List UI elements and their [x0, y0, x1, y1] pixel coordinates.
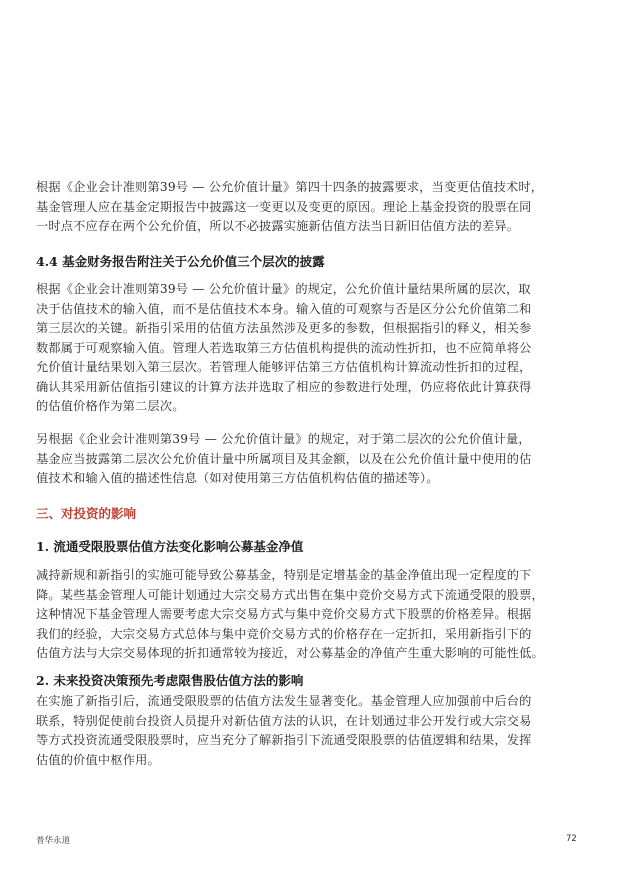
text-line: 联系，特别促使前台投资人员提升对新估值方法的认识，在计划通过非公开发行或大宗交易 — [36, 713, 532, 728]
paragraph-level-two-disclosure — [36, 430, 586, 489]
text-line: 我们的经验，大宗交易方式总体与集中竞价交易方式的价格存在一定折扣，采用新指引下的 — [36, 626, 532, 641]
text-line: 一时点不应存在两个公允价值，所以不必披露实施新估值方法当日新旧估值方法的差异。 — [36, 219, 520, 233]
heading-1-nav-impact: 1. 流通受限股票估值方法变化影响公募基金净值 — [36, 539, 304, 554]
paragraph-nav-impact — [36, 566, 586, 664]
text-line: 减持新规和新指引的实施可能导致公募基金，特别是定增基金的基金净值出现一定程度的下 — [36, 568, 532, 582]
heading-4-4: 4.4 基金财务报告附注关于公允价值三个层次的披露 — [36, 254, 325, 269]
footer-brand: 普华永道 — [36, 836, 71, 846]
text-line: 估值方法与大宗交易体现的折扣通常较为接近，对公募基金的净值产生重大影响的可能性低。 — [36, 646, 544, 660]
paragraph-investment-decision — [36, 692, 586, 770]
text-line: 基金应当披露第二层次公允价值计量中所属项目及其金额，以及在公允价值计量中使用的估 — [36, 451, 532, 466]
text-line: 在实施了新指引后，流通受限股票的估值方法发生显著变化。基金管理人应加强前中后台的 — [36, 694, 532, 708]
text-line: 这种情况下基金管理人需要考虑大宗交易方式与集中竞价交易方式下股票的价格差异。根据 — [36, 607, 532, 621]
text-line: 值技术和输入值的描述性信息（如对使用第三方估值机构估值的描述等）。 — [36, 471, 439, 485]
heading-2-investment-decision: 2. 未来投资决策预先考虑限售股估值方法的影响 — [36, 673, 304, 688]
text-line: 基金管理人应在基金定期报告中披露这一变更以及变更的原因。理论上基金投资的股票在同 — [36, 199, 532, 214]
text-line: 估值的价值中枢作用。 — [36, 752, 160, 767]
text-line: 降。某些基金管理人可能计划通过大宗交易方式出售在集中竞价交易方式下流通受限的股票， — [36, 587, 544, 602]
page-number: 72 — [566, 834, 577, 844]
text-line: 根据《企业会计准则第39号 — 公允价值计量》的规定，公允价值计量结果所属的层次，取 — [36, 282, 531, 296]
text-line: 允价值计量结果划入第三层次。若管理人能够评估第三方估值机构计算流动性折扣的过程， — [36, 360, 532, 374]
text-line: 的估值价格作为第二层次。 — [36, 399, 185, 413]
text-line: 根据《企业会计准则第39号 — 公允价值计量》第四十四条的披露要求，当变更估值技术时， — [36, 180, 544, 194]
paragraph-fair-value-levels — [36, 280, 586, 417]
section-title-investment-impact: 三、对投资的影响 — [36, 506, 137, 521]
text-line: 第三层次的关键。新指引采用的估值方法虽然涉及更多的参数，但根据指引的释义，相关参 — [36, 321, 532, 335]
text-line: 确认其采用新估值指引建议的计算方法并选取了相应的参数进行处理，仍应将依此计算获得 — [36, 379, 532, 394]
text-line: 另根据《企业会计准则第39号 — 公允价值计量》的规定，对于第二层次的公允价值计量， — [36, 432, 531, 446]
text-line: 等方式投资流通受限股票时，应当充分了解新指引下流通受限股票的估值逻辑和结果，发挥 — [36, 733, 532, 747]
paragraph-disclosure-change — [36, 178, 586, 237]
text-line: 数都属于可观察输入值。管理人若选取第三方估值机构提供的流动性折扣，也不应简单将公 — [36, 340, 532, 355]
text-line: 决于估值技术的输入值，而不是估值技术本身。输入值的可观察与否是区分公允价值第二和 — [36, 301, 532, 316]
